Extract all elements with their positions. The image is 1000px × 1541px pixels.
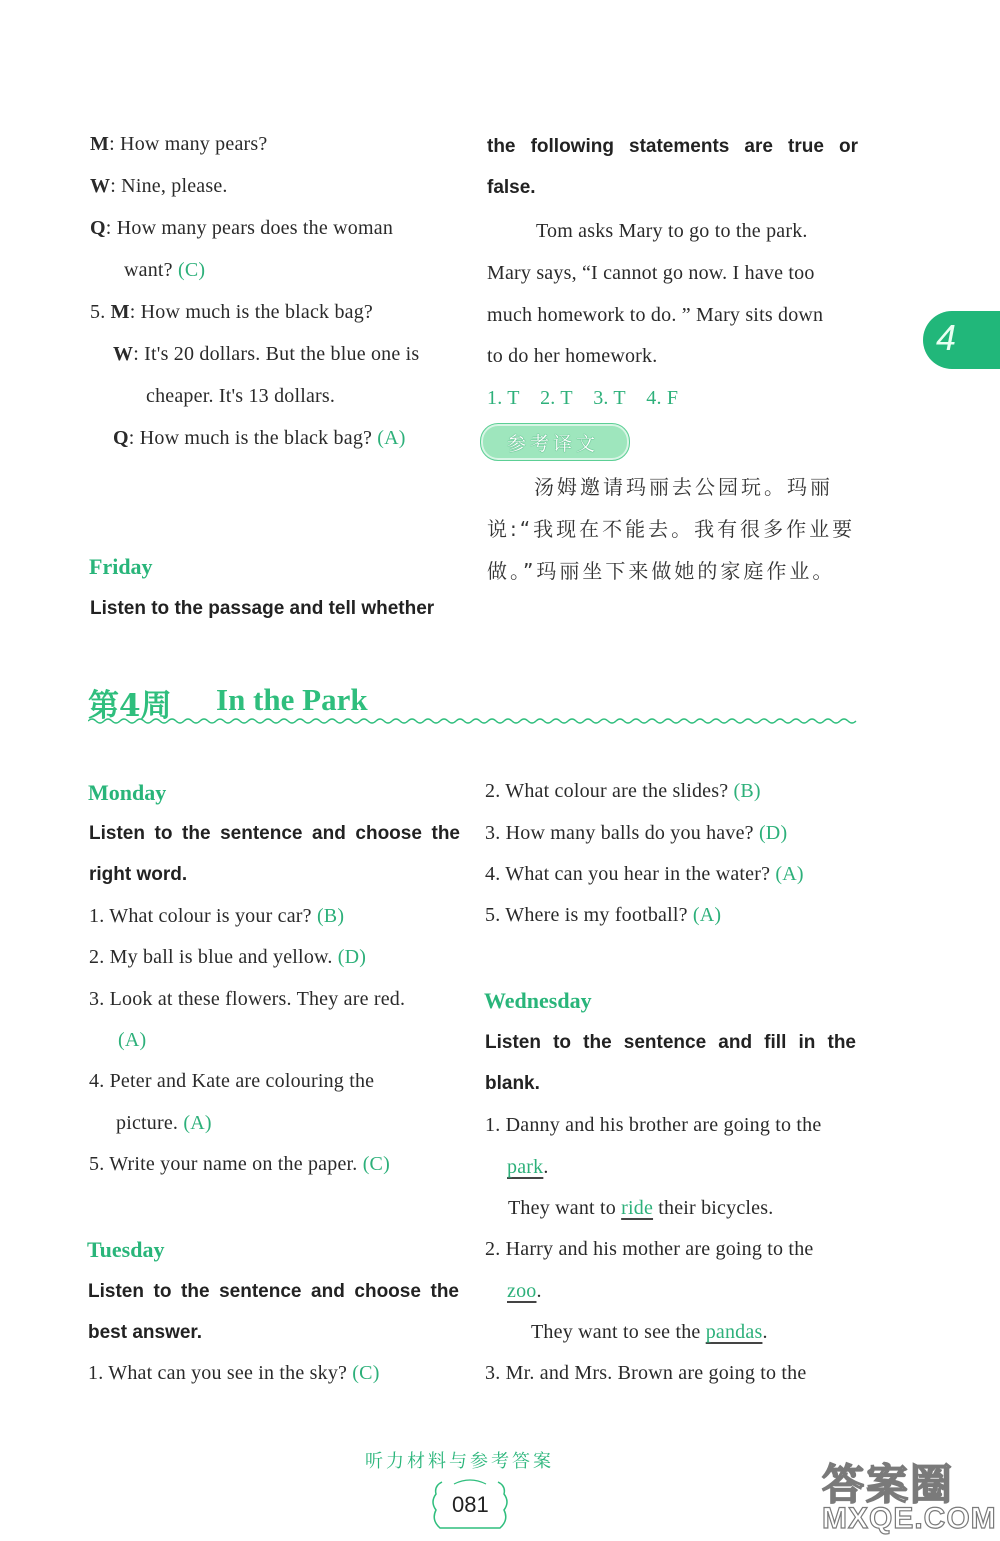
answer-key: 1. T 2. T 3. T 4. F [487,387,679,409]
answer-label: (A) [183,1112,212,1134]
watermark-logo: 答案圈 [822,1460,955,1509]
sentence: zoo. [507,1280,542,1302]
instruction: blank. [485,1073,540,1094]
instruction: Listen to the sentence and choose the [88,1281,459,1302]
badge-label: 参考译文 [507,433,600,455]
instruction: best answer. [88,1322,203,1343]
sentence: park. [507,1156,549,1178]
translation-badge [480,423,630,461]
question: 4. Peter and Kate are colouring the [89,1070,375,1092]
dialogue-line: W: It's 20 dollars. But the blue one is [113,343,420,365]
question: 3. How many balls do you have? (D) [485,822,788,844]
translation-line: 汤姆邀请玛丽去公园玩。玛丽 [534,475,833,499]
answer-label: (D) [337,946,367,968]
watermark-url: MXQE.COM [822,1502,997,1535]
section-title-tuesday: Tuesday [87,1237,165,1262]
passage-line: Tom asks Mary to go to the park. [536,220,808,242]
section-title-wednesday: Wednesday [484,988,592,1013]
translation-line: 说:“我现在不能去。我有很多作业要 [487,517,856,541]
question: 2. What colour are the slides? (B) [485,780,761,802]
question: 1. What can you see in the sky? (C) [88,1362,380,1384]
question: picture. (A) [116,1112,212,1134]
question: 3. Look at these flowers. They are red. [89,988,406,1010]
sentence: They want to see the pandas. [531,1321,768,1343]
passage-line: to do her homework. [487,345,658,367]
fill-answer: ride [621,1197,654,1219]
answer-label: (A) [692,904,722,926]
answer-label: (D) [758,822,788,844]
instruction: Listen to the sentence and fill in the [485,1032,856,1053]
dialogue-line: Q: How much is the black bag? (A) [113,427,406,449]
answer-label: (A) [118,1029,147,1051]
instruction: Listen to the sentence and choose the [89,823,460,844]
sentence: They want to ride their bicycles. [508,1197,774,1219]
answer-label: (C) [362,1153,390,1175]
chapter-tab-number: 4 [936,317,957,358]
sentence: 3. Mr. and Mrs. Brown are going to the [485,1362,807,1384]
section-title-friday: Friday [89,554,153,579]
dialogue-line: Q: How many pears does the woman [90,217,394,239]
question: 4. What can you hear in the water? (A) [485,863,804,885]
chapter-tab [923,311,1000,369]
question: 5. Write your name on the paper. (C) [89,1153,390,1175]
sentence: 1. Danny and his brother are going to the [485,1114,822,1136]
passage-line: Mary says, “I cannot go now. I have too [487,262,815,284]
dialogue-line: M: How many pears? [90,133,268,155]
sentence: 2. Harry and his mother are going to the [485,1238,814,1260]
dialogue-line: want? (C) [124,259,206,281]
answer-label: (B) [316,905,345,927]
dialogue-line: 5. M: How much is the black bag? [90,301,374,323]
dialogue-line: W: Nine, please. [90,175,228,197]
question: 1. What colour is your car? (B) [89,905,345,927]
section-title-monday: Monday [88,780,167,805]
instruction: the following statements are true or [487,136,858,157]
week-title: In the Park [216,682,368,717]
translation-line: 做。”玛丽坐下来做她的家庭作业。 [487,559,836,583]
footer-caption: 听力材料与参考答案 [365,1451,554,1472]
passage-line: much homework to do. ” Mary sits down [487,304,824,326]
fill-answer: pandas [705,1321,763,1343]
week-number: 第4周 [88,688,172,724]
wavy-divider [88,716,858,726]
fill-answer: park [507,1156,544,1178]
question: 5. Where is my football? (A) [485,904,722,926]
fill-answer: zoo [507,1280,537,1302]
answer-label: (B) [733,780,761,802]
instruction: Listen to the passage and tell whether [90,598,435,619]
page-number: 081 [452,1492,489,1517]
question: 2. My ball is blue and yellow. (D) [89,946,367,968]
answer-label: (C) [352,1362,380,1384]
answer-label: (A) [377,427,406,449]
answer-label: (C) [177,259,206,281]
dialogue-line: cheaper. It's 13 dollars. [146,385,336,407]
instruction: false. [487,177,536,198]
instruction: right word. [89,864,188,885]
answer-label: (A) [775,863,804,885]
